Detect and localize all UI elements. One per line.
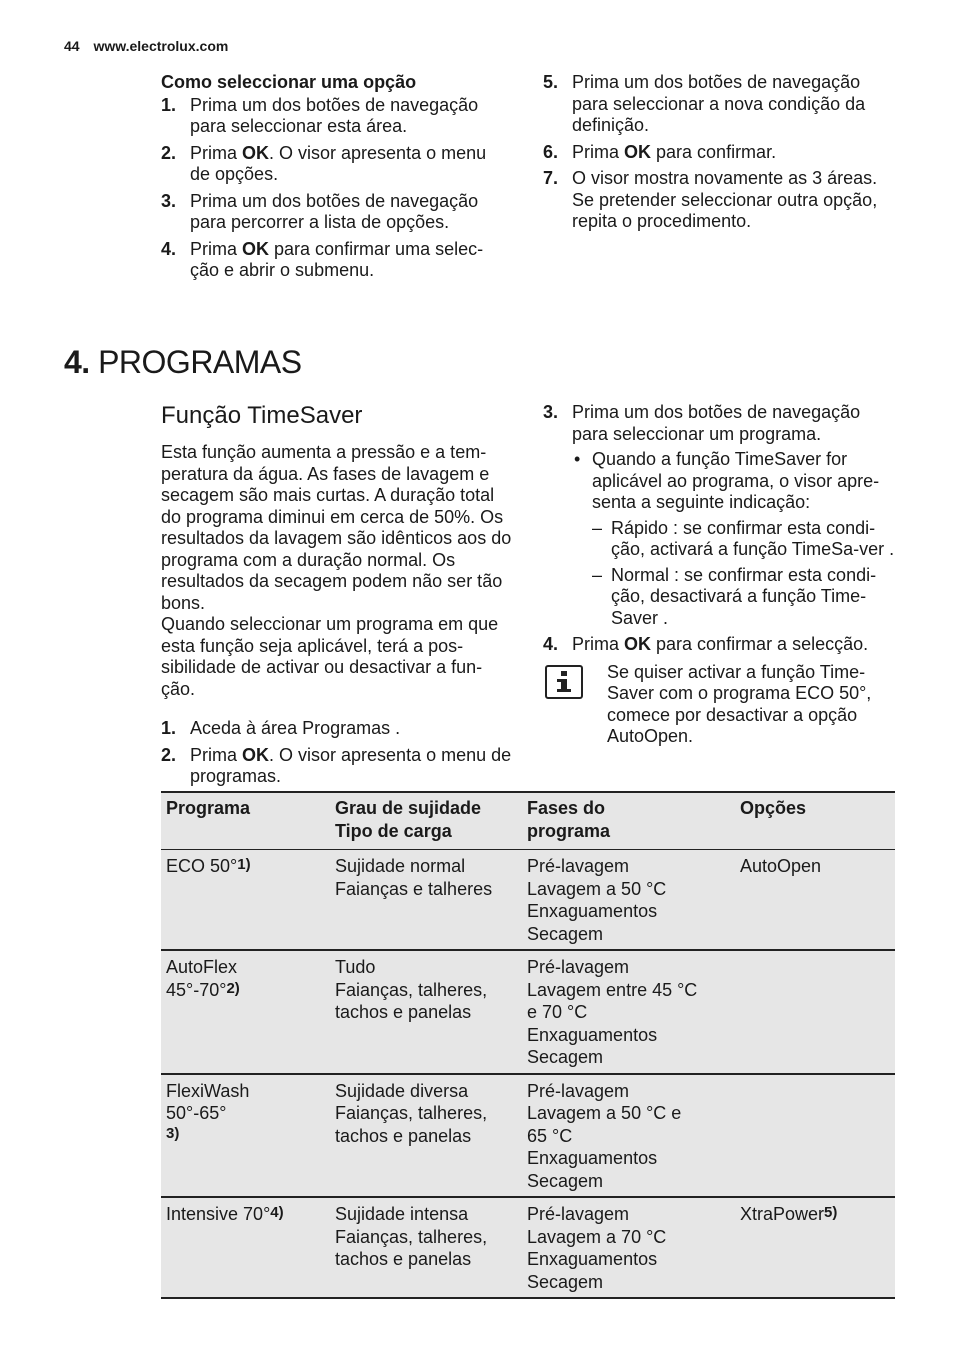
timesaver-steps-right [543,402,895,748]
page-number: 44 [64,38,80,54]
dash-text: Normal : se confirmar esta condi-ção, desactivará a função Time-Saver . [611,564,877,628]
ok-label: OK [242,142,270,163]
list-item [592,518,895,561]
option-continue-block [543,72,895,238]
bullet-icon: • [574,449,581,469]
section-title [64,342,302,382]
list-item [161,95,506,138]
info-note-text: Se quiser activar a função Time-Saver com o programa ECO 50°, comece por desactivar a opção AutoOpen. [607,661,872,746]
step-number: 5. [543,72,559,92]
header-phases: Fases do programa [527,798,611,841]
ok-label: OK [624,634,652,654]
list-item [543,634,895,656]
list-item [543,72,895,137]
step-text: Prima um dos botões de navegação para seleccionar esta área. [190,94,479,136]
step-text: Prima [190,744,243,765]
table-row [161,1197,895,1298]
timesaver-intro-2: Quando seleccionar um programa em que esta função seja aplicável, terá a pos-sibilidade de activar ou desactivar a fun-ção. [161,614,499,699]
list-item [543,402,895,629]
options-cell: AutoOpen [740,856,822,876]
step-text: . O visor apresenta o menu de opções. [190,142,487,184]
soil-cell: Sujidade normal Faianças e talheres [335,856,493,899]
timesaver-title: Função TimeSaver [161,402,363,429]
step-text: Aceda à área Programas . [190,718,401,738]
step-text: Prima [572,141,625,162]
phases-cell: Pré-lavagem Lavagem a 50 °C Enxaguamentos Secagem [527,856,667,944]
list-item [572,449,895,629]
step-number: 4. [543,634,559,654]
step-text: Prima um dos botões de navegação para percorrer a lista de opções. [190,190,479,232]
step-number: 7. [543,168,559,188]
ok-label: OK [242,238,270,259]
list-item [543,142,895,164]
options-cell: XtraPower$^{5)}$ [740,1204,838,1224]
soil-cell: Sujidade intensa Faianças, talheres, tachos e panelas [335,1204,488,1269]
step-text: Prima um dos botões de navegação para seleccionar a nova condição da definição. [572,72,866,135]
programs-table [161,791,895,1299]
step-text: . O visor apresenta o menu de programas. [190,744,512,786]
dash-text: Rápido : se confirmar esta condi-ção, activará a função TimeSa-ver . [611,517,895,559]
options-cell [735,950,895,1074]
option-steps-continued [543,72,895,233]
program-cell: Intensive 70°$^{4)}$ [166,1204,284,1224]
step-number: 4. [161,238,177,259]
step-number: 2. [161,744,177,765]
section-title-text: PROGRAMAS [98,344,302,380]
option-steps-list [161,95,506,282]
step-text: O visor mostra novamente as 3 áreas. Se pretender seleccionar outra opção, repita o procedimento. [572,168,878,231]
step-number: 1. [161,718,177,738]
bullet-list [572,449,895,629]
soil-cell: Tudo Faianças, talheres, tachos e panelas [335,957,488,1022]
table-row [161,950,895,1074]
header-program: Programa [166,798,251,818]
phases-cell: Pré-lavagem Lavagem entre 45 °C e 70 °C Enxaguamentos Secagem [527,957,698,1067]
header-options: Opções [740,798,807,818]
info-icon [545,665,583,699]
dash-icon: – [592,564,603,585]
list-item [161,745,513,788]
ok-label: OK [242,744,270,765]
timesaver-block [161,401,513,793]
table-row [161,1074,895,1198]
list-item [543,168,895,233]
bullet-text: Quando a função TimeSaver for aplicável ao programa, o visor apre-senta a seguinte indicação: [592,449,880,512]
phases-cell: Pré-lavagem Lavagem a 50 °C e 65 °C Enxaguamentos Secagem [527,1080,682,1191]
list-item [161,239,506,282]
step-text: Prima um dos botões de navegação para seleccionar um programa. [572,402,861,444]
step-number: 3. [161,190,177,211]
header-soil: Grau de sujidade Tipo de carga [335,798,482,841]
soil-cell: Sujidade diversa Faianças, talheres, tachos e panelas [335,1080,488,1146]
step-text: para confirmar a selecção. [651,634,869,654]
step-text: Prima [190,142,243,163]
dash-icon: – [592,517,603,538]
table-row [161,850,895,951]
step-text: Prima [572,634,625,654]
step-number: 1. [161,94,177,115]
option-selection-block [161,72,506,287]
phases-cell: Pré-lavagem Lavagem a 70 °C Enxaguamentos Secagem [527,1204,667,1292]
list-item [161,143,506,186]
step-text: para confirmar. [651,141,777,162]
info-note [543,662,895,748]
dash-list [592,518,895,630]
program-cell: AutoFlex 45°-70°$^{2)}$ [166,957,240,1000]
section-number: 4. [64,344,90,380]
program-cell: FlexiWash 50°-65° 3) [166,1080,250,1142]
program-select-steps [543,402,895,656]
options-cell [735,1074,895,1198]
list-item [161,718,513,740]
timesaver-intro: Esta função aumenta a pressão e a tem-peratura da água. As fases de lavagem e secagem são mais curtas. A duração total do programa diminui em cerca de 50%. Os resultados da lavagem são idênticos aos do programa com a duração normal. Os resultados da secagem podem não ser tão bons. [161,442,512,613]
program-cell: ECO 50°$^{1)}$ [166,856,251,876]
page-header [64,38,228,54]
step-text: Prima [190,238,243,259]
step-number: 2. [161,142,177,163]
option-selection-heading: Como seleccionar uma opção [161,72,417,92]
step-number: 3. [543,402,559,422]
step-number: 6. [543,141,559,162]
list-item [161,191,506,234]
timesaver-steps [161,718,513,788]
table-header-row [161,792,895,850]
list-item [592,565,895,630]
step-text: para confirmar uma selec-ção e abrir o submenu. [190,238,484,280]
ok-label: OK [624,141,652,162]
website-url: www.electrolux.com [93,38,229,54]
